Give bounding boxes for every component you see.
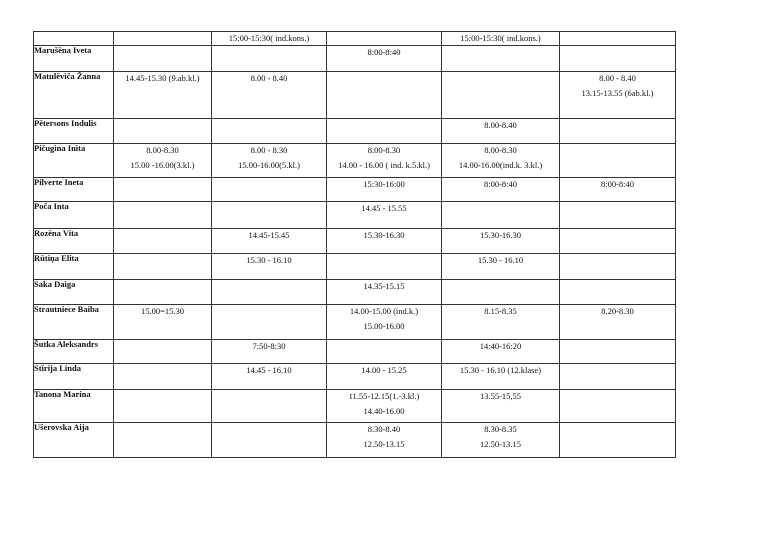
time-slot: 14.45-15.45 (248, 230, 290, 240)
time-slot: 8:00-8:40 (367, 47, 401, 57)
table-row (34, 202, 676, 229)
schedule-cell (327, 144, 442, 178)
time-slot: 13.15-13.55 (6ab.kl.) (581, 88, 654, 98)
time-slot: 14.35-15.15 (363, 281, 405, 291)
time-slot: 8.00-8.30 (484, 145, 517, 155)
time-slot: 15.30-16.30 (363, 230, 405, 240)
schedule-cell (327, 280, 442, 305)
schedule-cell (560, 32, 676, 46)
schedule-cell (212, 364, 327, 390)
table-row (34, 32, 676, 46)
schedule-cell (442, 72, 560, 119)
teacher-name: Rozēna Vita (34, 229, 114, 254)
schedule-cell (114, 280, 212, 305)
schedule-cell (442, 46, 560, 72)
teacher-name: Ušerovska Aija (34, 423, 114, 458)
time-slot: 15.00-16.00(5.kl.) (238, 160, 300, 170)
schedule-cell (212, 254, 327, 280)
time-slot: 14.00-15.00 (ind.k.) (349, 306, 419, 316)
schedule-cell (560, 178, 676, 202)
table-row (34, 423, 676, 458)
time-slot: 8.00 - 8.30 (250, 145, 288, 155)
teacher-name: Poča Inta (34, 202, 114, 229)
time-slot: 8.30-8.40 (367, 424, 401, 434)
schedule-cell (212, 229, 327, 254)
schedule-cell (327, 178, 442, 202)
time-slot: 14.45-15.30 (9.ab.kl.) (125, 73, 200, 83)
time-slot: 15.00=15.30 (140, 306, 185, 316)
schedule-cell (560, 254, 676, 280)
time-slot: 8.00-8.40 (484, 120, 517, 130)
time-slot: 11.55-12.15(1.-3.kl.) (348, 391, 420, 401)
table-row (34, 390, 676, 423)
schedule-cell (560, 305, 676, 340)
schedule-cell (327, 202, 442, 229)
time-slot: 13.55-15,55 (479, 391, 522, 401)
schedule-cell (442, 390, 560, 423)
teacher-name: Stīrija Linda (34, 364, 114, 390)
teacher-name: Saka Daiga (34, 280, 114, 305)
schedule-cell (114, 178, 212, 202)
schedule-cell (212, 202, 327, 229)
schedule-cell (212, 423, 327, 458)
schedule-cell (442, 144, 560, 178)
schedule-cell (212, 340, 327, 364)
teacher-name: Matulēviča Žanna (34, 72, 114, 119)
schedule-cell (442, 364, 560, 390)
schedule-cell (212, 72, 327, 119)
schedule-cell (114, 72, 212, 119)
teacher-name: Tanona Marina (34, 390, 114, 423)
time-slot: 8.00-8.30 (146, 145, 179, 155)
schedule-cell (560, 46, 676, 72)
schedule-cell (560, 144, 676, 178)
table-row (34, 305, 676, 340)
schedule-cell (212, 390, 327, 423)
schedule-cell (327, 46, 442, 72)
table-row (34, 254, 676, 280)
schedule-cell (442, 305, 560, 340)
time-slot: 15.30 - 16.10 (12.klase) (459, 365, 542, 375)
time-slot: 12.50-13.15 (363, 439, 405, 449)
schedule-cell (327, 423, 442, 458)
schedule-cell (212, 46, 327, 72)
time-slot: 14.00 - 16.00 ( ind. k.5.kl.) (338, 160, 430, 170)
table-row (34, 46, 676, 72)
time-slot: 8.00 - 8.40 (599, 73, 636, 83)
schedule-cell (442, 229, 560, 254)
teacher-name: Pētersons Indulis (34, 119, 114, 144)
time-slot: 14.45 - 15.55 (361, 203, 407, 213)
time-slot: 8.20-8.30 (601, 306, 634, 316)
schedule-cell (212, 280, 327, 305)
schedule-cell (212, 119, 327, 144)
table-row (34, 340, 676, 364)
schedule-cell (114, 423, 212, 458)
schedule-cell (114, 229, 212, 254)
schedule-cell (114, 390, 212, 423)
schedule-cell (560, 340, 676, 364)
time-slot: 14.40-16.00 (363, 406, 405, 416)
schedule-cell (327, 119, 442, 144)
time-slot: 15:30-16:00 (363, 179, 405, 189)
time-slot: 8.15-8.35 (484, 306, 517, 316)
time-slot: 8:00-8:40 (483, 179, 518, 189)
teacher-name: Pilverte Ineta (34, 178, 114, 202)
schedule-cell (212, 32, 327, 46)
schedule-body (34, 32, 676, 458)
schedule-cell (212, 144, 327, 178)
time-slot: 15.30 - 16.10 (477, 255, 524, 265)
schedule-cell (442, 423, 560, 458)
schedule-table (33, 31, 676, 458)
schedule-cell (442, 340, 560, 364)
schedule-cell (560, 364, 676, 390)
schedule-cell (327, 229, 442, 254)
time-slot: 14:40-16:20 (479, 341, 522, 351)
schedule-cell (327, 390, 442, 423)
schedule-cell (560, 72, 676, 119)
schedule-cell (560, 202, 676, 229)
schedule-cell (560, 229, 676, 254)
schedule-cell (442, 32, 560, 46)
schedule-cell (327, 305, 442, 340)
time-slot: 15:00-15:30( ind.kons.) (460, 33, 541, 43)
schedule-cell (114, 119, 212, 144)
teacher-name: Strautniece Baiba (34, 305, 114, 340)
table-row (34, 229, 676, 254)
schedule-cell (327, 340, 442, 364)
time-slot: 8.00-8.30 (367, 145, 401, 155)
time-slot: 15.30-16.30 (479, 230, 522, 240)
schedule-cell (114, 202, 212, 229)
schedule-cell (212, 305, 327, 340)
time-slot: 7:50-8:30 (252, 341, 286, 351)
schedule-cell (114, 144, 212, 178)
schedule-cell (560, 280, 676, 305)
time-slot: 8:00-8:40 (600, 179, 635, 189)
teacher-name: Marušēna Iveta (34, 46, 114, 72)
time-slot: 14.00-16.00(ind.k. 3.kl.) (458, 160, 543, 170)
teacher-name: Šutka Aleksandrs (34, 340, 114, 364)
schedule-cell (560, 119, 676, 144)
schedule-cell (114, 364, 212, 390)
table-row (34, 178, 676, 202)
table-row (34, 280, 676, 305)
schedule-cell (327, 364, 442, 390)
schedule-cell (560, 390, 676, 423)
table-row (34, 364, 676, 390)
schedule-cell (114, 254, 212, 280)
schedule-cell (442, 254, 560, 280)
schedule-cell (327, 254, 442, 280)
schedule-cell (442, 178, 560, 202)
schedule-cell (212, 178, 327, 202)
time-slot: 8.30-8.35 (484, 424, 517, 434)
schedule-cell (114, 305, 212, 340)
table-row (34, 119, 676, 144)
time-slot: 8.00 - 8.40 (250, 73, 288, 83)
time-slot: 12.50-13.15 (479, 439, 522, 449)
time-slot: 15.30 - 16.10 (246, 255, 292, 265)
schedule-cell (114, 32, 212, 46)
schedule-cell (114, 46, 212, 72)
teacher-name: Rūtiņa Elita (34, 254, 114, 280)
schedule-cell (442, 202, 560, 229)
table-row (34, 144, 676, 178)
schedule-cell (327, 32, 442, 46)
time-slot: 15.00 -16.00(3.kl.) (130, 160, 195, 170)
time-slot: 15.00-16.00 (363, 321, 405, 331)
schedule-cell (560, 423, 676, 458)
time-slot: 14.45 - 16.10 (246, 365, 292, 375)
table-row (34, 72, 676, 119)
teacher-name (34, 32, 114, 46)
time-slot: 14.00 - 15.25 (361, 365, 407, 375)
teacher-name: Pičugina Inita (34, 144, 114, 178)
time-slot: 15:00-15:30( ind.kons.) (228, 33, 310, 43)
schedule-cell (327, 72, 442, 119)
schedule-cell (442, 280, 560, 305)
schedule-cell (114, 340, 212, 364)
schedule-cell (442, 119, 560, 144)
